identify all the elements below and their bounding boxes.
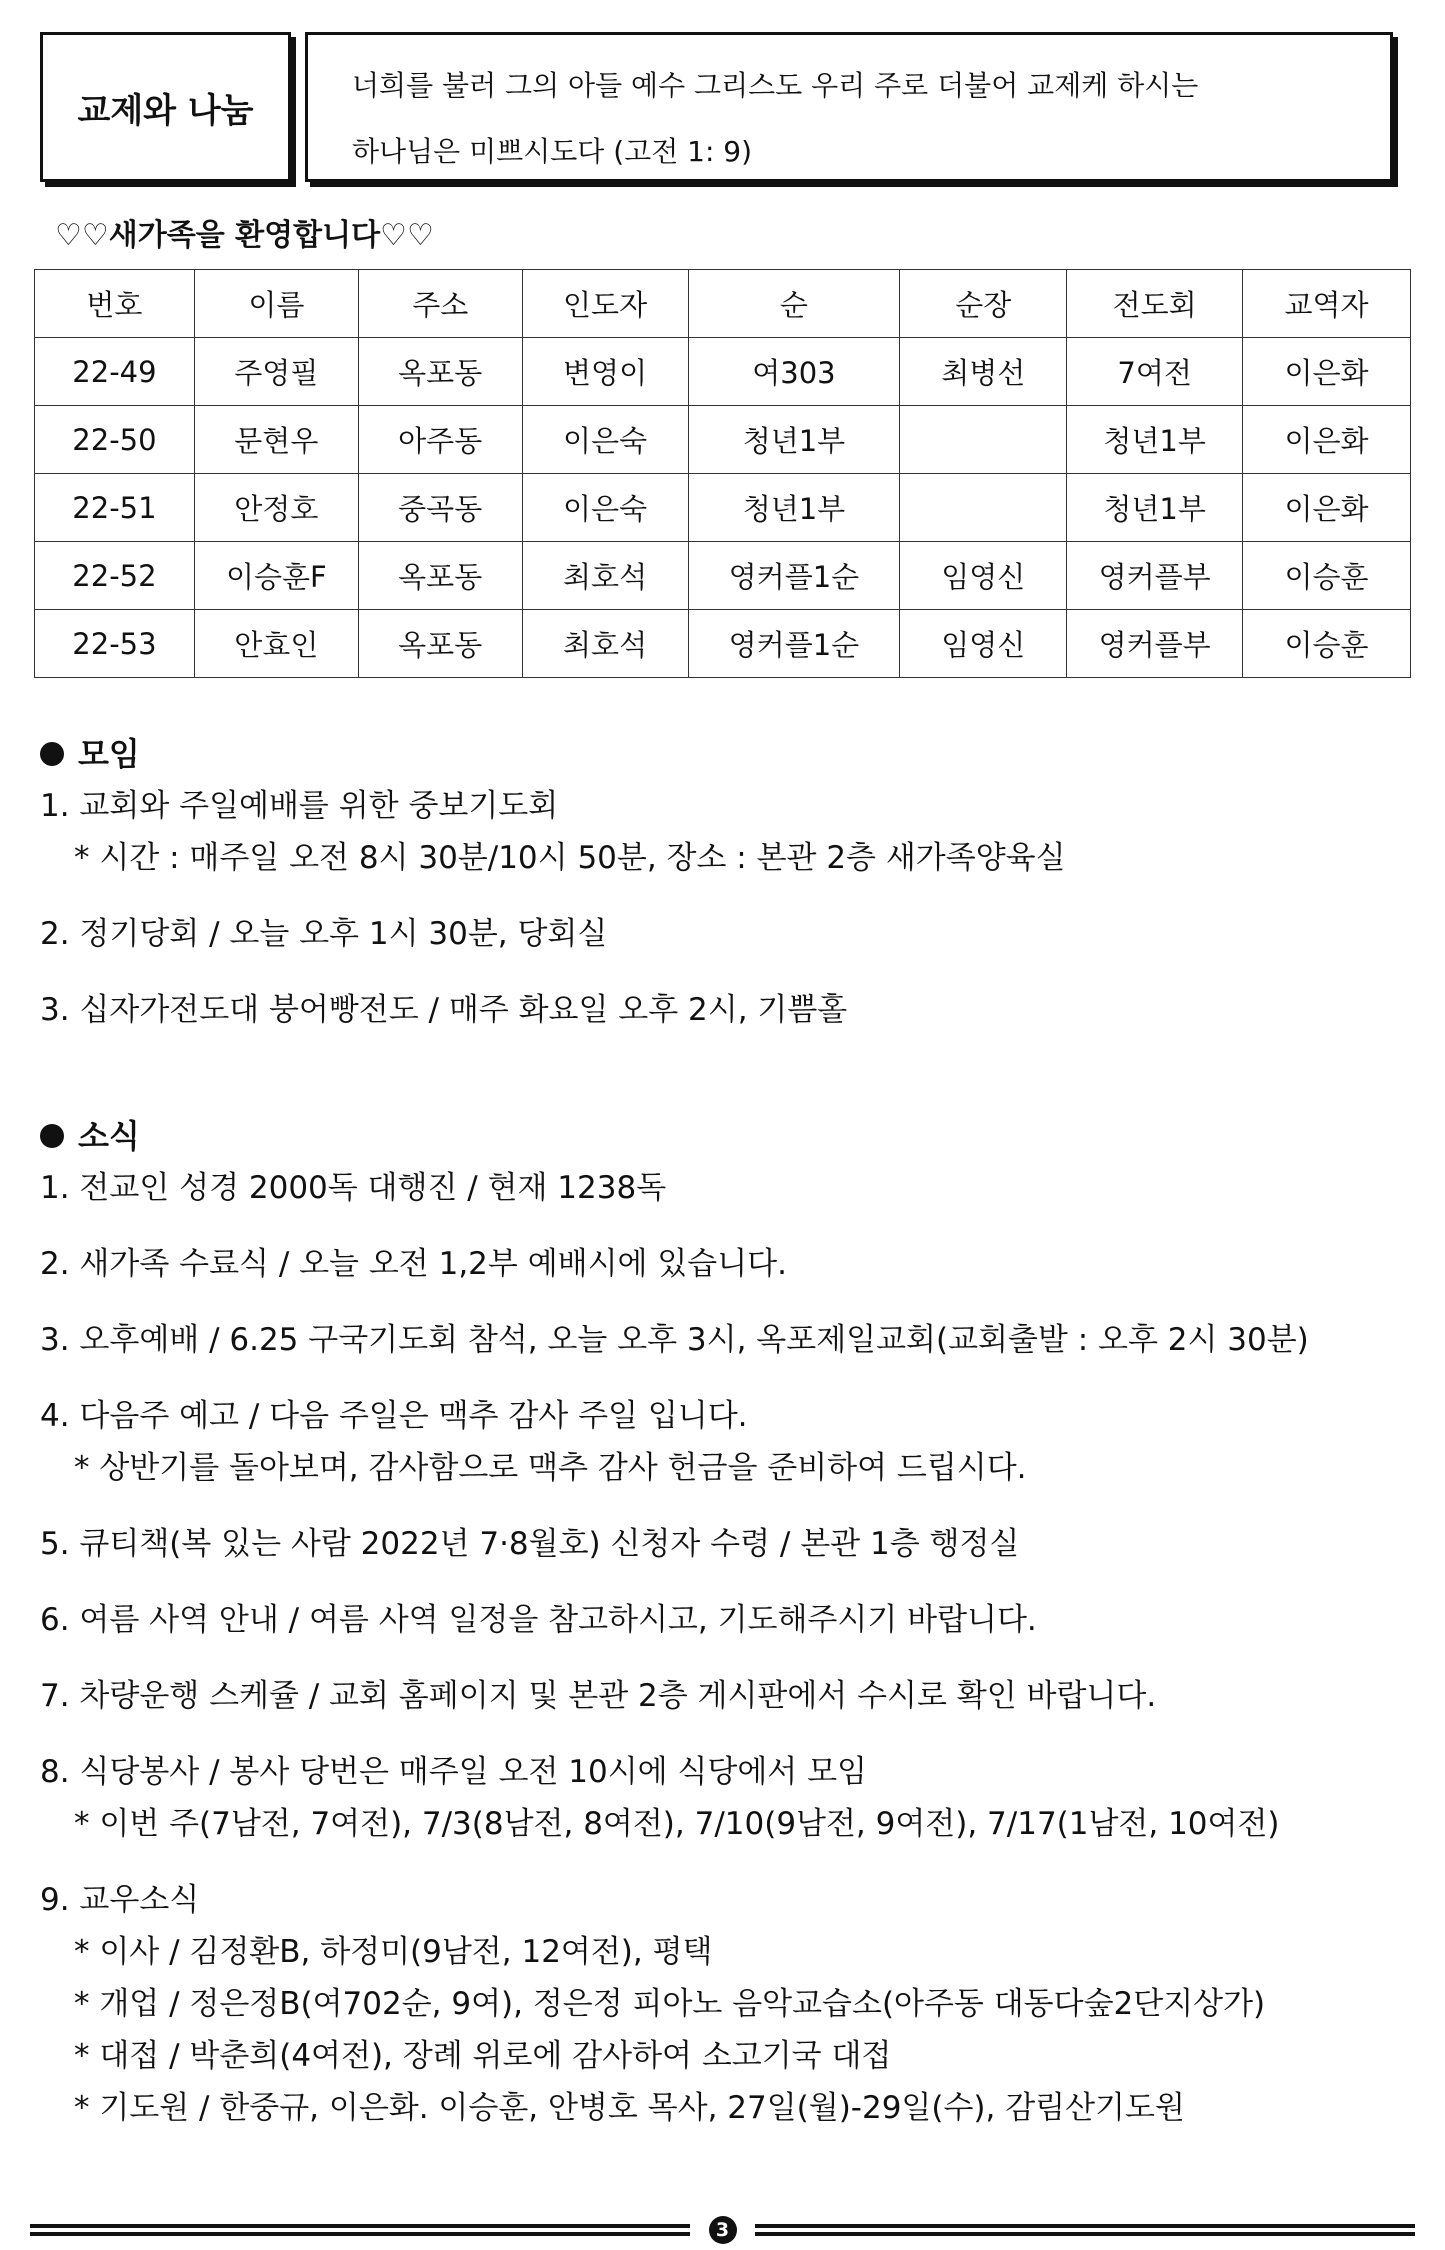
table-row	[35, 610, 1411, 678]
list-item-text: 6. 여름 사역 안내 / 여름 사역 일정을 참고하시고, 기도해주시기 바랍니다.	[40, 1602, 1037, 1638]
footer-rule-left	[30, 2224, 690, 2236]
table-cell: 영커플1순	[688, 542, 900, 610]
column-header: 번호	[35, 270, 195, 338]
list-item-text: 4. 다음주 예고 / 다음 주일은 맥추 감사 주일 입니다.	[40, 1398, 748, 1434]
list-item	[40, 1874, 1309, 2158]
table-cell: 22-53	[35, 610, 195, 678]
meetings-heading-label: 모임	[78, 735, 140, 773]
verse-box	[305, 32, 1393, 182]
list-item	[40, 1162, 1309, 1238]
list-item	[40, 984, 1066, 1060]
table-cell: 22-51	[35, 474, 195, 542]
table-cell	[900, 474, 1067, 542]
table-cell: 이은숙	[522, 406, 688, 474]
list-item-text: 7. 차량운행 스케쥴 / 교회 홈페이지 및 본관 2층 게시판에서 수시로 확인 바랍니다.	[40, 1678, 1157, 1714]
table-cell: 영커플부	[1067, 610, 1243, 678]
table-cell: 이승훈F	[194, 542, 358, 610]
list-item-note: * 개업 / 정은정B(여702순, 9여), 정은정 피아노 음악교습소(아주동 대동다숲2단지상가)	[74, 1986, 1266, 2022]
table-cell: 주영필	[194, 338, 358, 406]
column-header: 순장	[900, 270, 1067, 338]
table-cell: 변영이	[522, 338, 688, 406]
table-cell: 문현우	[194, 406, 358, 474]
list-item-note: * 대접 / 박춘희(4여전), 장례 위로에 감사하여 소고기국 대접	[74, 2038, 892, 2074]
list-item	[40, 1594, 1309, 1670]
list-item	[40, 908, 1066, 984]
page-number: 3	[709, 2216, 737, 2244]
table-cell: 이은숙	[522, 474, 688, 542]
table-cell	[900, 406, 1067, 474]
table-cell: 옥포동	[358, 338, 522, 406]
table-cell: 청년1부	[688, 474, 900, 542]
table-cell: 7여전	[1067, 338, 1243, 406]
list-item	[40, 1390, 1309, 1518]
list-item	[40, 780, 1066, 908]
bullet-dot-icon	[40, 1124, 64, 1148]
list-item-text: 3. 오후예배 / 6.25 구국기도회 참석, 오늘 오후 3시, 옥포제일교회(교회출발 : 오후 2시 30분)	[40, 1322, 1309, 1358]
verse-line-2: 하나님은 미쁘시도다 (고전 1: 9)	[352, 135, 753, 168]
table-header-row	[35, 270, 1411, 338]
table-cell: 안정호	[194, 474, 358, 542]
table-cell: 임영신	[900, 610, 1067, 678]
list-item-text: 3. 십자가전도대 붕어빵전도 / 매주 화요일 오후 2시, 기쁨홀	[40, 992, 848, 1028]
newcomer-table	[34, 269, 1411, 678]
list-item-note: * 상반기를 돌아보며, 감사함으로 맥추 감사 헌금을 준비하여 드립시다.	[74, 1450, 1027, 1486]
table-cell: 영커플1순	[688, 610, 900, 678]
list-item-text: 5. 큐티책(복 있는 사람 2022년 7·8월호) 신청자 수령 / 본관 1층 행정실	[40, 1526, 1020, 1562]
news-heading-label: 소식	[78, 1117, 140, 1155]
list-item-note: * 시간 : 매주일 오전 8시 30분/10시 50분, 장소 : 본관 2층 새가족양육실	[74, 840, 1066, 876]
table-cell: 청년1부	[1067, 406, 1243, 474]
table-cell: 이승훈	[1243, 610, 1411, 678]
table-row	[35, 542, 1411, 610]
table-cell: 여303	[688, 338, 900, 406]
list-item	[40, 1746, 1309, 1874]
table-row	[35, 474, 1411, 542]
list-item-text: 1. 전교인 성경 2000독 대행진 / 현재 1238독	[40, 1170, 667, 1206]
column-header: 이름	[194, 270, 358, 338]
table-cell: 22-50	[35, 406, 195, 474]
footer-rule-right	[755, 2224, 1415, 2236]
list-item-text: 2. 정기당회 / 오늘 오후 1시 30분, 당회실	[40, 916, 608, 952]
table-cell: 22-52	[35, 542, 195, 610]
table-cell: 청년1부	[688, 406, 900, 474]
table-cell: 임영신	[900, 542, 1067, 610]
list-item-text: 1. 교회와 주일예배를 위한 중보기도회	[40, 788, 559, 824]
section-title-box	[40, 32, 291, 182]
list-item-text: 8. 식당봉사 / 봉사 당번은 매주일 오전 10시에 식당에서 모임	[40, 1754, 867, 1790]
column-header: 순	[688, 270, 900, 338]
table-cell: 이승훈	[1243, 542, 1411, 610]
column-header: 인도자	[522, 270, 688, 338]
section-title: 교제와 나눔	[77, 90, 254, 131]
table-cell: 청년1부	[1067, 474, 1243, 542]
verse-line-1: 너희를 불러 그의 아들 예수 그리스도 우리 주로 더불어 교제케 하시는	[352, 69, 1199, 102]
table-cell: 최호석	[522, 542, 688, 610]
table-cell: 이은화	[1243, 338, 1411, 406]
list-item-text: 9. 교우소식	[40, 1882, 200, 1918]
table-cell: 최호석	[522, 610, 688, 678]
meetings-section	[40, 728, 1066, 1060]
list-item-note: * 이번 주(7남전, 7여전), 7/3(8남전, 8여전), 7/10(9남전, 9여전), 7/17(1남전, 10여전)	[74, 1806, 1280, 1842]
list-item-note: * 이사 / 김정환B, 하정미(9남전, 12여전), 평택	[74, 1934, 713, 1970]
table-cell: 이은화	[1243, 406, 1411, 474]
table-cell: 22-49	[35, 338, 195, 406]
welcome-title: ♡♡새가족을 환영합니다♡♡	[55, 218, 434, 253]
meetings-heading	[40, 728, 1066, 780]
table-cell: 옥포동	[358, 610, 522, 678]
list-item	[40, 1314, 1309, 1390]
column-header: 주소	[358, 270, 522, 338]
list-item	[40, 1238, 1309, 1314]
list-item	[40, 1518, 1309, 1594]
news-section	[40, 1110, 1309, 2158]
column-header: 전도회	[1067, 270, 1243, 338]
table-cell: 중곡동	[358, 474, 522, 542]
list-item-note: * 기도원 / 한중규, 이은화. 이승훈, 안병호 목사, 27일(월)-29일(수), 감림산기도원	[74, 2090, 1185, 2126]
list-item-text: 2. 새가족 수료식 / 오늘 오전 1,2부 예배시에 있습니다.	[40, 1246, 787, 1282]
column-header: 교역자	[1243, 270, 1411, 338]
page-footer	[30, 2216, 1415, 2246]
table-cell: 안효인	[194, 610, 358, 678]
table-row	[35, 406, 1411, 474]
news-heading	[40, 1110, 1309, 1162]
table-cell: 옥포동	[358, 542, 522, 610]
bullet-dot-icon	[40, 742, 64, 766]
table-cell: 영커플부	[1067, 542, 1243, 610]
list-item	[40, 1670, 1309, 1746]
table-cell: 아주동	[358, 406, 522, 474]
table-cell: 이은화	[1243, 474, 1411, 542]
table-row	[35, 338, 1411, 406]
table-cell: 최병선	[900, 338, 1067, 406]
